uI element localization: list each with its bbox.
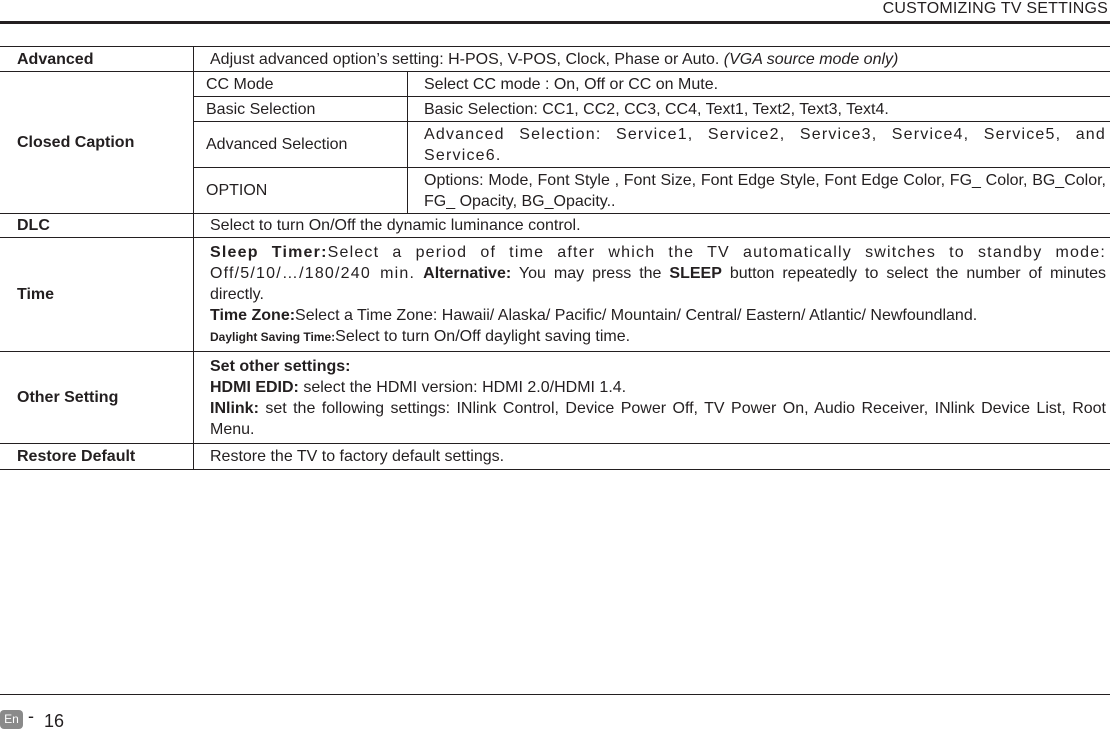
time-zone-text: Select a Time Zone: Hawaii/ Alaska/ Pacific/ Mountain/ Central/ Eastern/ Atlantic/ Newfoundland.: [295, 306, 978, 324]
row-name-other-setting: Other Setting: [0, 352, 194, 444]
alternative-text-post: button repeatedly to select the number of minutes directly.: [210, 264, 1106, 303]
table-row-advanced: [0, 47, 1110, 72]
top-rule: [0, 21, 1110, 24]
time-zone-label: Time Zone:: [210, 306, 296, 324]
language-badge: En: [0, 710, 23, 729]
inlink-line: [210, 398, 1106, 440]
advanced-desc-text: Adjust advanced option’s setting: H-POS, V-POS, Clock, Phase or Auto.: [210, 50, 720, 68]
row-desc-dlc: Select to turn On/Off the dynamic luminance control.: [194, 214, 1110, 238]
table-row-dlc: [0, 214, 1110, 238]
time-zone-line: [210, 305, 1106, 326]
table-row-cc-mode: [0, 72, 1110, 97]
alternative-text-pre: You may press the: [518, 264, 662, 282]
row-desc-advanced: [194, 47, 1110, 72]
row-name-advanced: Advanced: [0, 47, 194, 72]
table-row-time: [0, 238, 1110, 352]
hdmi-edid-text: select the HDMI version: HDMI 2.0/HDMI 1.4.: [303, 378, 627, 396]
sub-desc-option: Options: Mode, Font Style , Font Size, Font Edge Style, Font Edge Color, FG_ Color, BG_Color, FG_ Opacity, BG_Opacity..: [408, 168, 1110, 214]
sleep-timer-label: Sleep Timer:: [210, 243, 328, 261]
daylight-saving-line: [210, 326, 1106, 348]
table-row-restore-default: [0, 444, 1110, 470]
footer-rule: [0, 694, 1110, 695]
table-row-other-setting: [0, 352, 1110, 444]
row-desc-restore-default: Restore the TV to factory default settings.: [194, 444, 1110, 470]
sub-name-advanced-selection: Advanced Selection: [194, 122, 408, 168]
row-name-closed-caption: Closed Caption: [0, 72, 194, 214]
row-desc-other-setting: [194, 352, 1110, 444]
sleep-key-label: SLEEP: [669, 264, 722, 282]
other-heading-line: [210, 356, 1106, 377]
inlink-label: INlink:: [210, 399, 259, 417]
sub-name-option: OPTION: [194, 168, 408, 214]
daylight-saving-text: Select to turn On/Off daylight saving time.: [335, 327, 631, 345]
sub-name-cc-mode: CC Mode: [194, 72, 408, 97]
page-number: 16: [44, 711, 65, 731]
section-title: CUSTOMIZING TV SETTINGS: [882, 0, 1108, 17]
sleep-timer-line: [210, 242, 1106, 305]
daylight-saving-label: Daylight Saving Time:: [210, 329, 336, 344]
alternative-label: Alternative:: [423, 264, 512, 282]
inlink-text: set the following settings: INlink Control, Device Power Off, TV Power On, Audio Receiver, INlink Device List, Root Menu.: [210, 399, 1106, 438]
hdmi-edid-label: HDMI EDID:: [210, 378, 299, 396]
sub-name-basic-selection: Basic Selection: [194, 97, 408, 122]
sub-desc-advanced-selection: Advanced Selection: Service1, Service2, Service3, Service4, Service5, and Service6.: [408, 122, 1110, 168]
row-desc-time: [194, 238, 1110, 352]
advanced-note: (VGA source mode only): [723, 50, 899, 68]
page-dash: -: [28, 706, 34, 726]
row-name-dlc: DLC: [0, 214, 194, 238]
sub-desc-basic-selection: Basic Selection: CC1, CC2, CC3, CC4, Text1, Text2, Text3, Text4.: [408, 97, 1110, 122]
sleep-timer-text: Select a period of time after which the TV automatically switches to standby mode: Off/5/10/…/180/240 min.: [210, 243, 1106, 282]
other-heading: Set other settings:: [210, 357, 351, 375]
settings-table: [0, 46, 1110, 470]
row-name-restore-default: Restore Default: [0, 444, 194, 470]
sub-desc-cc-mode: Select CC mode : On, Off or CC on Mute.: [408, 72, 1110, 97]
row-name-time: Time: [0, 238, 194, 352]
hdmi-edid-line: [210, 377, 1106, 398]
